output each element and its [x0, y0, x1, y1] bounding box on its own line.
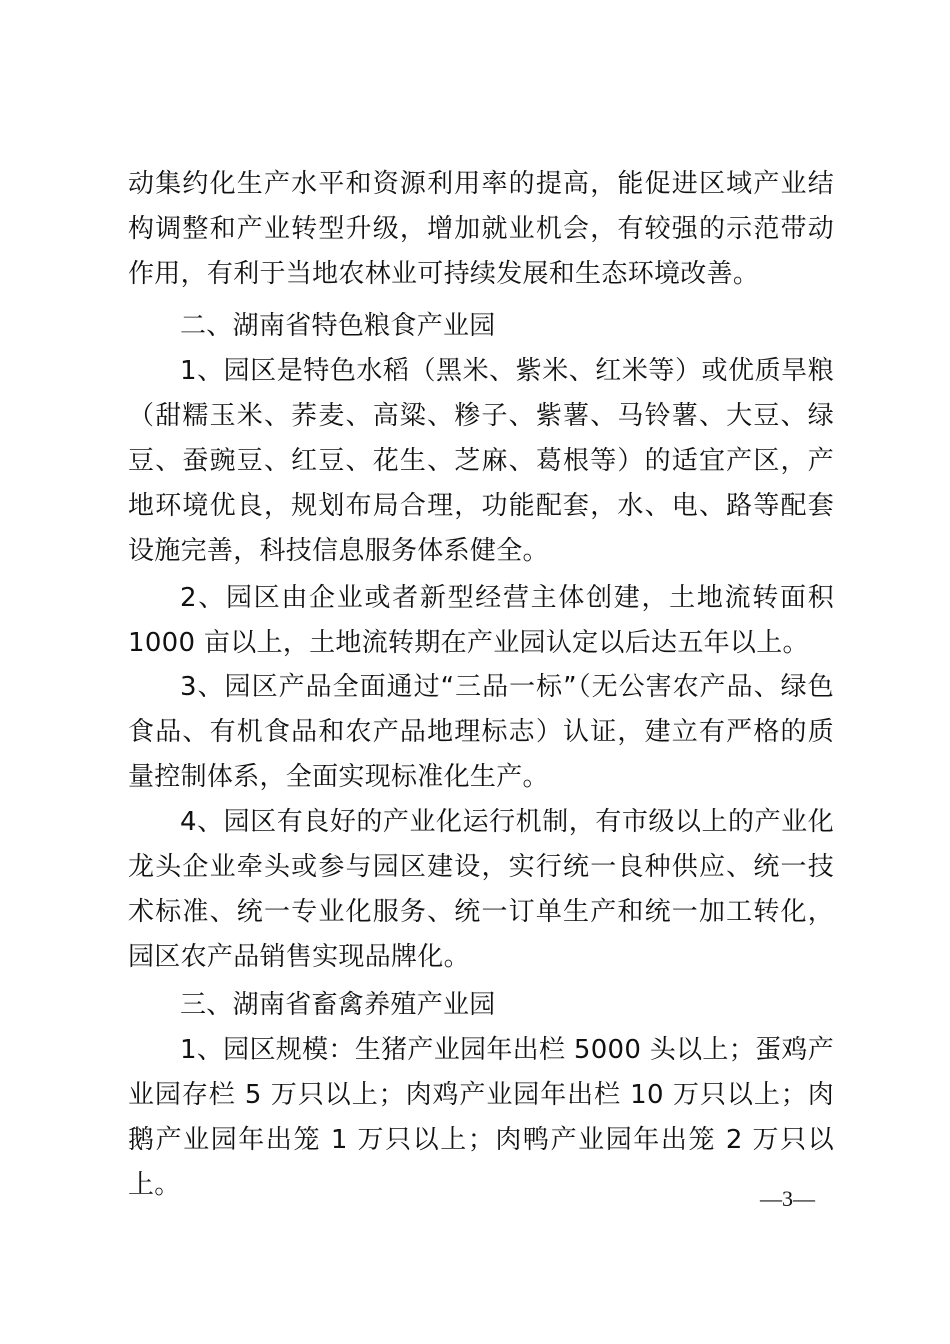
section-heading-grain: 二、湖南省特色粮食产业园	[180, 311, 496, 341]
paragraph-grain-1: 1、园区是特色水稻（黑米、紫米、红米等）或优质旱粮（甜糯玉米、荞麦、高粱、糁子、紫薯、马铃薯、大豆、绿豆、蚕豌豆、红豆、花生、芝麻、葛根等）的适宜产区，产地环境优良，规划布局合理，功能配套，水、电、路等配套设施完善，科技信息服务体系健全。	[128, 356, 834, 566]
paragraph-grain-4: 4、园区有良好的产业化运行机制，有市级以上的产业化龙头企业牵头或参与园区建设，实行统一良种供应、统一技术标准、统一专业化服务、统一订单生产和统一加工转化，园区农产品销售实现品牌化。	[128, 807, 834, 972]
section-heading-livestock: 三、湖南省畜禽养殖产业园	[180, 990, 496, 1020]
paragraph-livestock-1: 1、园区规模：生猪产业园年出栏 5000 头以上；蛋鸡产业园存栏 5 万只以上；肉鸡产业园年出栏 10 万只以上；肉鹅产业园年出笼 1 万只以上；肉鸭产业园年出笼 2 万只以上。	[128, 1035, 834, 1200]
paragraph-grain-3: 3、园区产品全面通过“三品一标”（无公害农产品、绿色食品、有机食品和农产品地理标志）认证，建立有严格的质量控制体系，全面实现标准化生产。	[128, 672, 834, 792]
paragraph-continuation: 动集约化生产水平和资源利用率的提高，能促进区域产业结构调整和产业转型升级，增加就业机会，有较强的示范带动作用，有利于当地农林业可持续发展和生态环境改善。	[128, 169, 834, 289]
paragraph-grain-2: 2、园区由企业或者新型经营主体创建，土地流转面积 1000 亩以上，土地流转期在产业园认定以后达五年以上。	[128, 583, 834, 658]
page-number: —3—	[760, 1186, 815, 1211]
